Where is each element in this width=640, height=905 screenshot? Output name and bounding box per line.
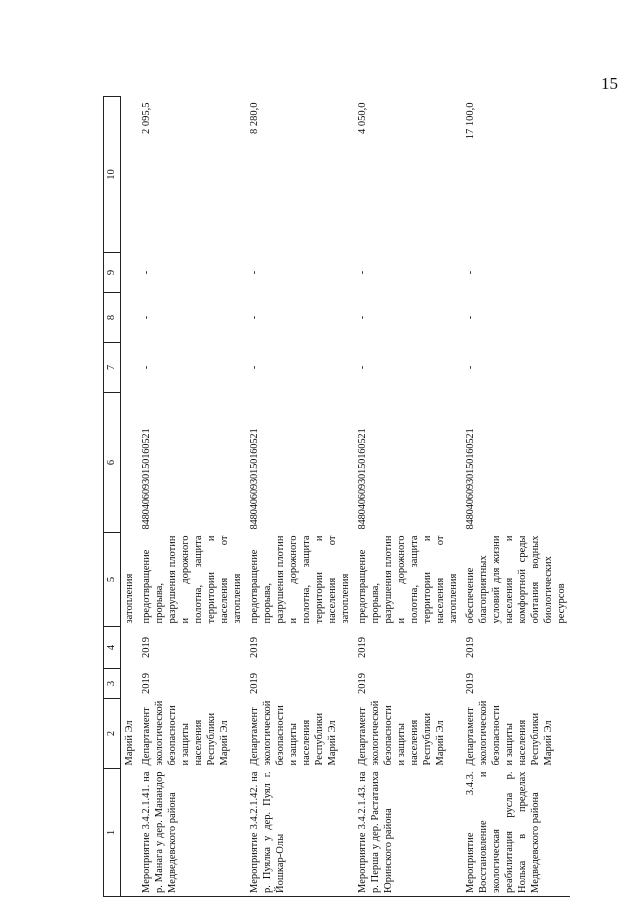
cell-7: -	[141, 365, 152, 370]
cell-7: -	[465, 365, 476, 370]
column-number-9: 9	[104, 253, 121, 293]
cell-code: 84804060930150160521	[141, 428, 152, 530]
cell-executor: Департамент экологической безопасности и защиты населения Республики Марий Эл	[249, 700, 338, 766]
cell-executor: Марий Эл	[124, 720, 135, 766]
cell-executor: Департамент экологической безопасности и защиты населения Республики Марий Эл	[141, 700, 230, 766]
cell-end: 2019	[141, 637, 152, 658]
cell-result: предотвращение прорыва, разрушения плотин и дорожного полотна, защита территории и населения от затопления	[249, 535, 351, 624]
cell-executor: Департамент экологической безопасности и защиты населения Республики Марий Эл	[465, 700, 554, 766]
cell-measure: Мероприятие 3.4.3. Восстановление и экологическая реабилитация русла р. Нолька в пределах Медведевского района	[462, 769, 570, 897]
cell-start: 2019	[141, 673, 152, 694]
column-number-7: 7	[104, 343, 121, 393]
cell-measure: Мероприятие 3.4.2.1.43. на р. Перша у дер. Растатаиха Юринского района	[354, 769, 462, 897]
cell-start	[121, 669, 139, 699]
cell-9: -	[249, 270, 260, 275]
column-number-3: 3	[104, 669, 121, 699]
column-number-8: 8	[104, 293, 121, 343]
column-number-10: 10	[104, 97, 121, 253]
cell-code: 84804060930150160521	[357, 428, 368, 530]
cell-amount: 8 280,0	[249, 102, 260, 134]
column-number-4: 4	[104, 627, 121, 669]
table-row	[246, 97, 354, 897]
cell-start: 2019	[249, 673, 260, 694]
cell-9: -	[357, 270, 368, 275]
cell-8: -	[465, 315, 476, 320]
cell-result: обеспечение благоприятных условий для жизни населения и комфортной среды обитания водных биологических ресурсов	[465, 535, 567, 624]
cell-code	[121, 393, 139, 533]
cell-end: 2019	[465, 637, 476, 658]
column-number-1: 1	[104, 769, 121, 897]
cell-start: 2019	[465, 673, 476, 694]
rotated-sheet	[103, 97, 567, 897]
cell-result: предотвращение прорыва, разрушения плотин и дорожного полотна, защита территории и населения от затопления	[141, 535, 243, 624]
column-number-5: 5	[104, 533, 121, 627]
header-row	[104, 97, 121, 897]
table-row	[354, 97, 462, 897]
cell-measure: Мероприятие 3.4.2.1.42. на р. Пуялка у дер. Пуял г. Йошкар-Олы	[246, 769, 354, 897]
cell-end: 2019	[249, 637, 260, 658]
column-number-2: 2	[104, 699, 121, 769]
cell-9: -	[141, 270, 152, 275]
cell-8: -	[357, 315, 368, 320]
cell-end	[121, 627, 139, 669]
continuation-row	[121, 97, 139, 897]
table-row	[138, 97, 246, 897]
cell-end: 2019	[357, 637, 368, 658]
cell-amount: 4 050,0	[357, 102, 368, 134]
program-table	[103, 96, 570, 897]
page-number: 15	[601, 74, 618, 93]
cell-result: предотвращение прорыва, разрушения плотин и дорожного полотна, защита территории и населения от затопления	[357, 535, 459, 624]
cell-result: затопления	[124, 573, 135, 624]
cell-measure	[121, 769, 139, 897]
column-number-6: 6	[104, 393, 121, 533]
cell-code: 84804060930150160521	[249, 428, 260, 530]
cell-executor: Департамент экологической безопасности и защиты населения Республики Марий Эл	[357, 700, 446, 766]
cell-code: 84804060930150160521	[465, 428, 476, 530]
cell-7: -	[357, 365, 368, 370]
cell-7: -	[249, 365, 260, 370]
cell-amount: 17 100,0	[465, 102, 476, 140]
cell-amount: 2 095,5	[141, 102, 152, 134]
cell-measure: Мероприятие 3.4.2.1.41. на р. Манага у дер. Манандор Медведевского района	[138, 769, 246, 897]
cell-start: 2019	[357, 673, 368, 694]
table-row	[462, 97, 570, 897]
cell-8: -	[141, 315, 152, 320]
cell-8: -	[249, 315, 260, 320]
cell-9: -	[465, 270, 476, 275]
